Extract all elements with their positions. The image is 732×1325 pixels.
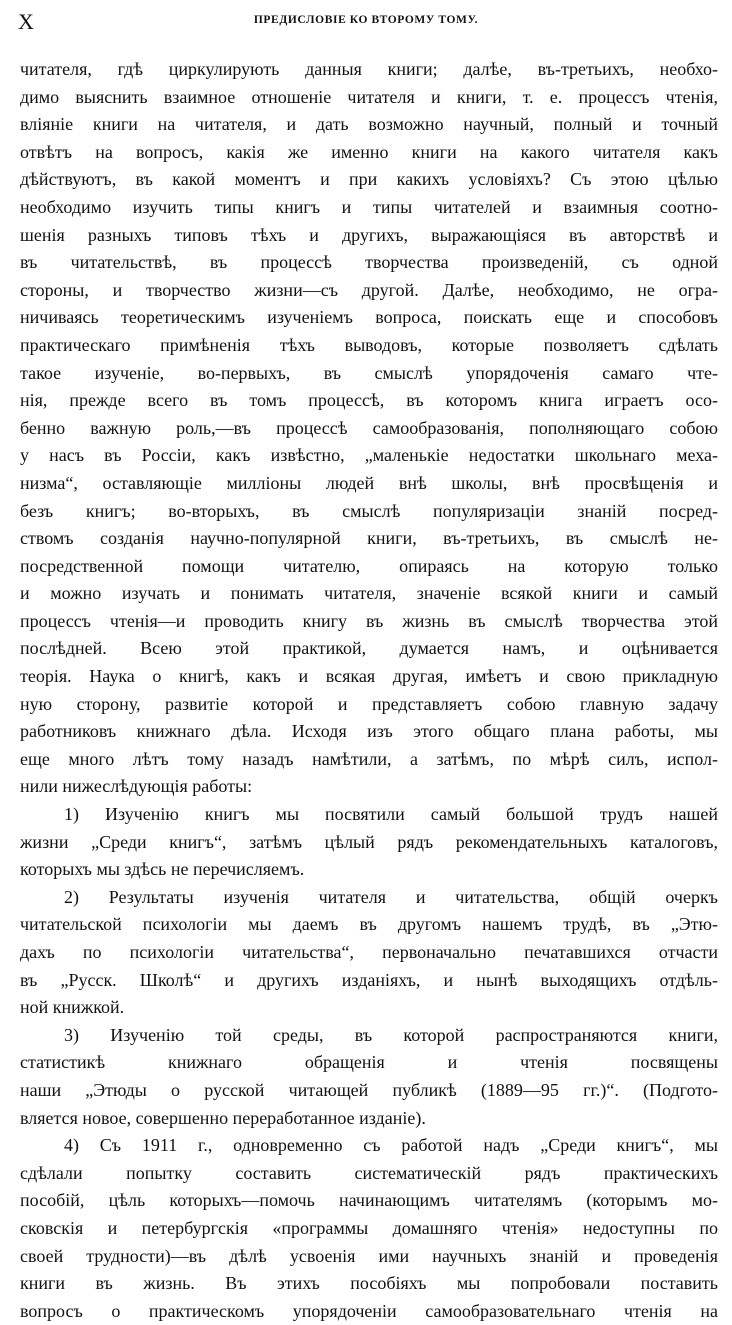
text-line: ную сторону, развитіе которой и представляетъ собою главную задачу (20, 693, 718, 714)
running-head: ПРЕДИСЛОВІЕ КО ВТОРОМУ ТОМУ. (253, 14, 479, 26)
text-line: ничиваясь теоретическимъ изученіемъ вопроса, поискать еще и способовъ (20, 307, 718, 328)
text-line: вопросъ о практическомъ упорядоченіи самообразовательнаго чтенія на (20, 1300, 718, 1321)
page-header (18, 10, 714, 34)
text-line: 3) Изученію той среды, въ которой распространяются книги, (64, 1024, 718, 1045)
text-line: читателя, гдѣ циркулирують данныя книги; далѣе, въ-третьихъ, необхо- (20, 59, 718, 79)
text-line: димо выяснить взаимное отношеніе читателя и книги, т. е. процессъ чтенія, (20, 86, 718, 107)
text-line: бенно важную роль,—въ процессѣ самообразованія, пополняющаго собою (20, 417, 718, 438)
text-line: у насъ въ Россіи, какъ извѣстно, „маленькіе недостатки школьнаго меха- (20, 445, 718, 466)
text-line: процессъ чтенія—и проводить книгу въ жизнь въ смыслѣ творчества этой (20, 610, 718, 631)
text-line: ствомъ созданія научно-популярной книги, въ-третьихъ, въ смыслѣ не- (20, 528, 718, 549)
text-line: ной книжкой. (20, 997, 125, 1018)
text-line: 4) Съ 1911 г., одновременно съ работой надъ „Среди книгъ“, мы (64, 1135, 718, 1156)
text-line: дахъ по психологіи читательства“, первоначально печатавшихся отчасти (20, 942, 718, 962)
text-line: теорія. Наука о книгѣ, какъ и всякая другая, имѣетъ и свою прикладную (20, 666, 718, 687)
text-line: низма“, оставляющіе милліоны людей внѣ школы, внѣ просвѣщенія и (20, 472, 718, 493)
text-line: нія, прежде всего въ томъ процессѣ, въ которомъ книга играетъ осо- (20, 390, 718, 411)
page-number: X (18, 9, 34, 34)
text-line: стороны, и творчество жизни—съ другой. Далѣе, необходимо, не огра- (20, 279, 718, 300)
text-line: посредственной помощи читателю, опираясь на которую только (20, 555, 718, 576)
text-line: безъ книгъ; во-вторыхъ, въ смыслѣ популяризаціи знаній посред- (20, 500, 718, 521)
text-line: практическаго примѣненія тѣхъ выводовъ, которые позволяетъ сдѣлать (20, 334, 718, 355)
text-line: книги въ жизнь. Въ этихъ пособіяхъ мы попробовали поставить (20, 1273, 718, 1294)
text-line: отвѣтъ на вопросъ, какія же именно книги на какого читателя какъ (20, 141, 718, 162)
text-line: работниковъ книжнаго дѣла. Исходя изъ этого общаго плана работы, мы (20, 721, 718, 742)
text-line: 2) Результаты изученія читателя и читательства, общій очеркъ (64, 886, 718, 907)
text-line: необходимо изучить типы книгъ и типы читателей и взаимныя соотно- (20, 196, 718, 217)
text-line: послѣдней. Всею этой практикой, думается намъ, и оцѣнивается (20, 638, 718, 659)
text-line: пособій, цѣль которыхъ—помочь начинающимъ читателямъ (которымъ мо- (20, 1190, 718, 1211)
text-line: сдѣлали попытку составить систематическій рядъ практическихъ (20, 1162, 718, 1183)
text-line: въ читательствѣ, въ процессѣ творчества произведеній, съ одной (20, 252, 718, 273)
text-line: вляется новое, совершенно переработанное изданіе). (20, 1107, 426, 1128)
text-line: жизни „Среди книгъ“, затѣмъ цѣлый рядъ рекомендательныхъ каталоговъ, (20, 831, 718, 852)
text-line: сковскія и петербургскія «программы домашняго чтенія» недоступны по (20, 1217, 718, 1238)
text-line: шенія разныхъ типовъ тѣхъ и другихъ, выражающіяся въ авторствѣ и (20, 224, 718, 245)
text-line: которыхъ мы здѣсь не перечисляемъ. (20, 859, 305, 880)
body-text (20, 56, 718, 1325)
text-line: такое изученіе, во-первыхъ, въ смыслѣ упорядоченія самаго чте- (20, 362, 718, 383)
text-line: еще много лѣтъ тому назадъ намѣтили, а затѣмъ, по мѣрѣ силъ, испол- (20, 748, 718, 769)
text-line: въ „Русск. Школѣ“ и другихъ изданіяхъ, и нынѣ выходящихъ отдѣль- (20, 969, 718, 990)
text-line: 1) Изученію книгъ мы посвятили самый большой трудъ нашей (64, 804, 718, 825)
text-line: статистикѣ книжнаго обращенія и чтенія посвящены (20, 1052, 718, 1073)
text-line: читательской психологіи мы даемъ въ другомъ нашемъ трудѣ, въ „Этю- (20, 914, 718, 935)
text-line: вліяніе книги на читателя, и дать возможно научный, полный и точный (20, 114, 718, 135)
text-line: дѣйствуютъ, въ какой моментъ и при какихъ условіяхъ? Съ этою цѣлью (20, 169, 718, 190)
text-line: и можно изучать и понимать читателя, значеніе всякой книги и самый (20, 583, 718, 604)
text-line: нили нижеслѣдующія работы: (20, 776, 253, 797)
text-line: наши „Этюды о русской читающей публикѣ (1889—95 гг.)“. (Подгото- (20, 1079, 718, 1100)
text-line: своей трудности)—въ дѣлѣ усвоенія ими научныхъ знаній и проведенія (20, 1245, 718, 1266)
